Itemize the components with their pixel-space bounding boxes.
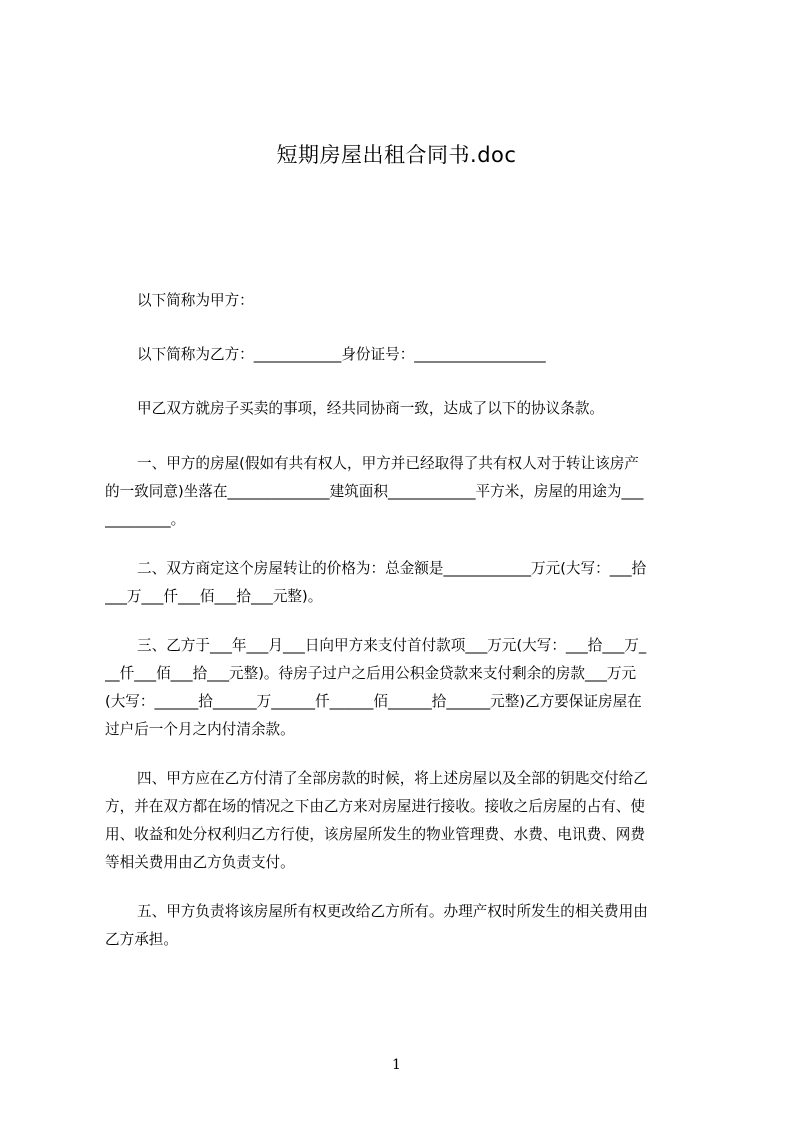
paragraph-agreement-intro [137, 395, 733, 423]
paragraph-line: 过户后一个月之内付清余款。 [105, 721, 295, 738]
clause-2-price [105, 555, 701, 611]
paragraph-line: 甲乙双方就房子买卖的事项，经共同协商一致，达成了以下的协议条款。 [137, 400, 605, 417]
paragraph-line: 五、甲方负责将该房屋所有权更改给乙方所有。办理产权时所发生的相关费用由 [137, 903, 648, 920]
paragraph-line: 方，并在双方都在场的情况之下由乙方来对房屋进行接收。接收之后房屋的占有、使 [105, 798, 645, 815]
clause-4-handover [105, 765, 701, 877]
paragraph-line: 用、收益和处分权利归乙方行使，该房屋所发生的物业管理费、水费、电讯费、网费 [105, 826, 645, 843]
paragraph-line: 四、甲方应在乙方付清了全部房款的时候，将上述房屋以及全部的钥匙交付给乙 [137, 770, 648, 787]
paragraph-line: 乙方承担。 [105, 931, 178, 948]
paragraph-line: 以下简称为乙方：____________身份证号：__________________ [137, 346, 546, 363]
paragraph-line: 等相关费用由乙方负责支付。 [105, 854, 295, 871]
paragraph-line: ___万___仟___佰___拾___元整)。 [105, 588, 323, 605]
paragraph-line: 二、双方商定这个房屋转让的价格为：总金额是____________万元(大写：___拾 [137, 560, 647, 577]
paragraph-party-a [137, 287, 733, 315]
paragraph-line: 以下简称为甲方： [137, 292, 254, 309]
clause-3-payment [105, 632, 701, 744]
paragraph-line: __仟___佰___拾___元整)。待房子过户之后用公积金贷款来支付剩余的房款___万元 [105, 665, 637, 682]
paragraph-line: 的一致同意)坐落在______________建筑面积____________平方米，房屋的用途为___ [105, 483, 644, 500]
document-title: 短期房屋出租合同书.doc [276, 143, 517, 167]
paragraph-party-b [137, 341, 733, 369]
paragraph-line: 一、甲方的房屋(假如有共有权人，甲方并已经取得了共有权人对于转让该房产 [137, 455, 639, 472]
paragraph-line: (大写：______拾______万______仟______佰______拾______元整)乙方要保证房屋在 [105, 693, 642, 710]
paragraph-line: 三、乙方于___年___月___日向甲方来支付首付款项___万元(大写：___拾___万_ [137, 637, 647, 654]
page-number: 1 [392, 1057, 401, 1073]
paragraph-line: _________。 [105, 511, 186, 528]
clause-5-ownership [105, 898, 701, 954]
clause-1-property [105, 450, 701, 534]
